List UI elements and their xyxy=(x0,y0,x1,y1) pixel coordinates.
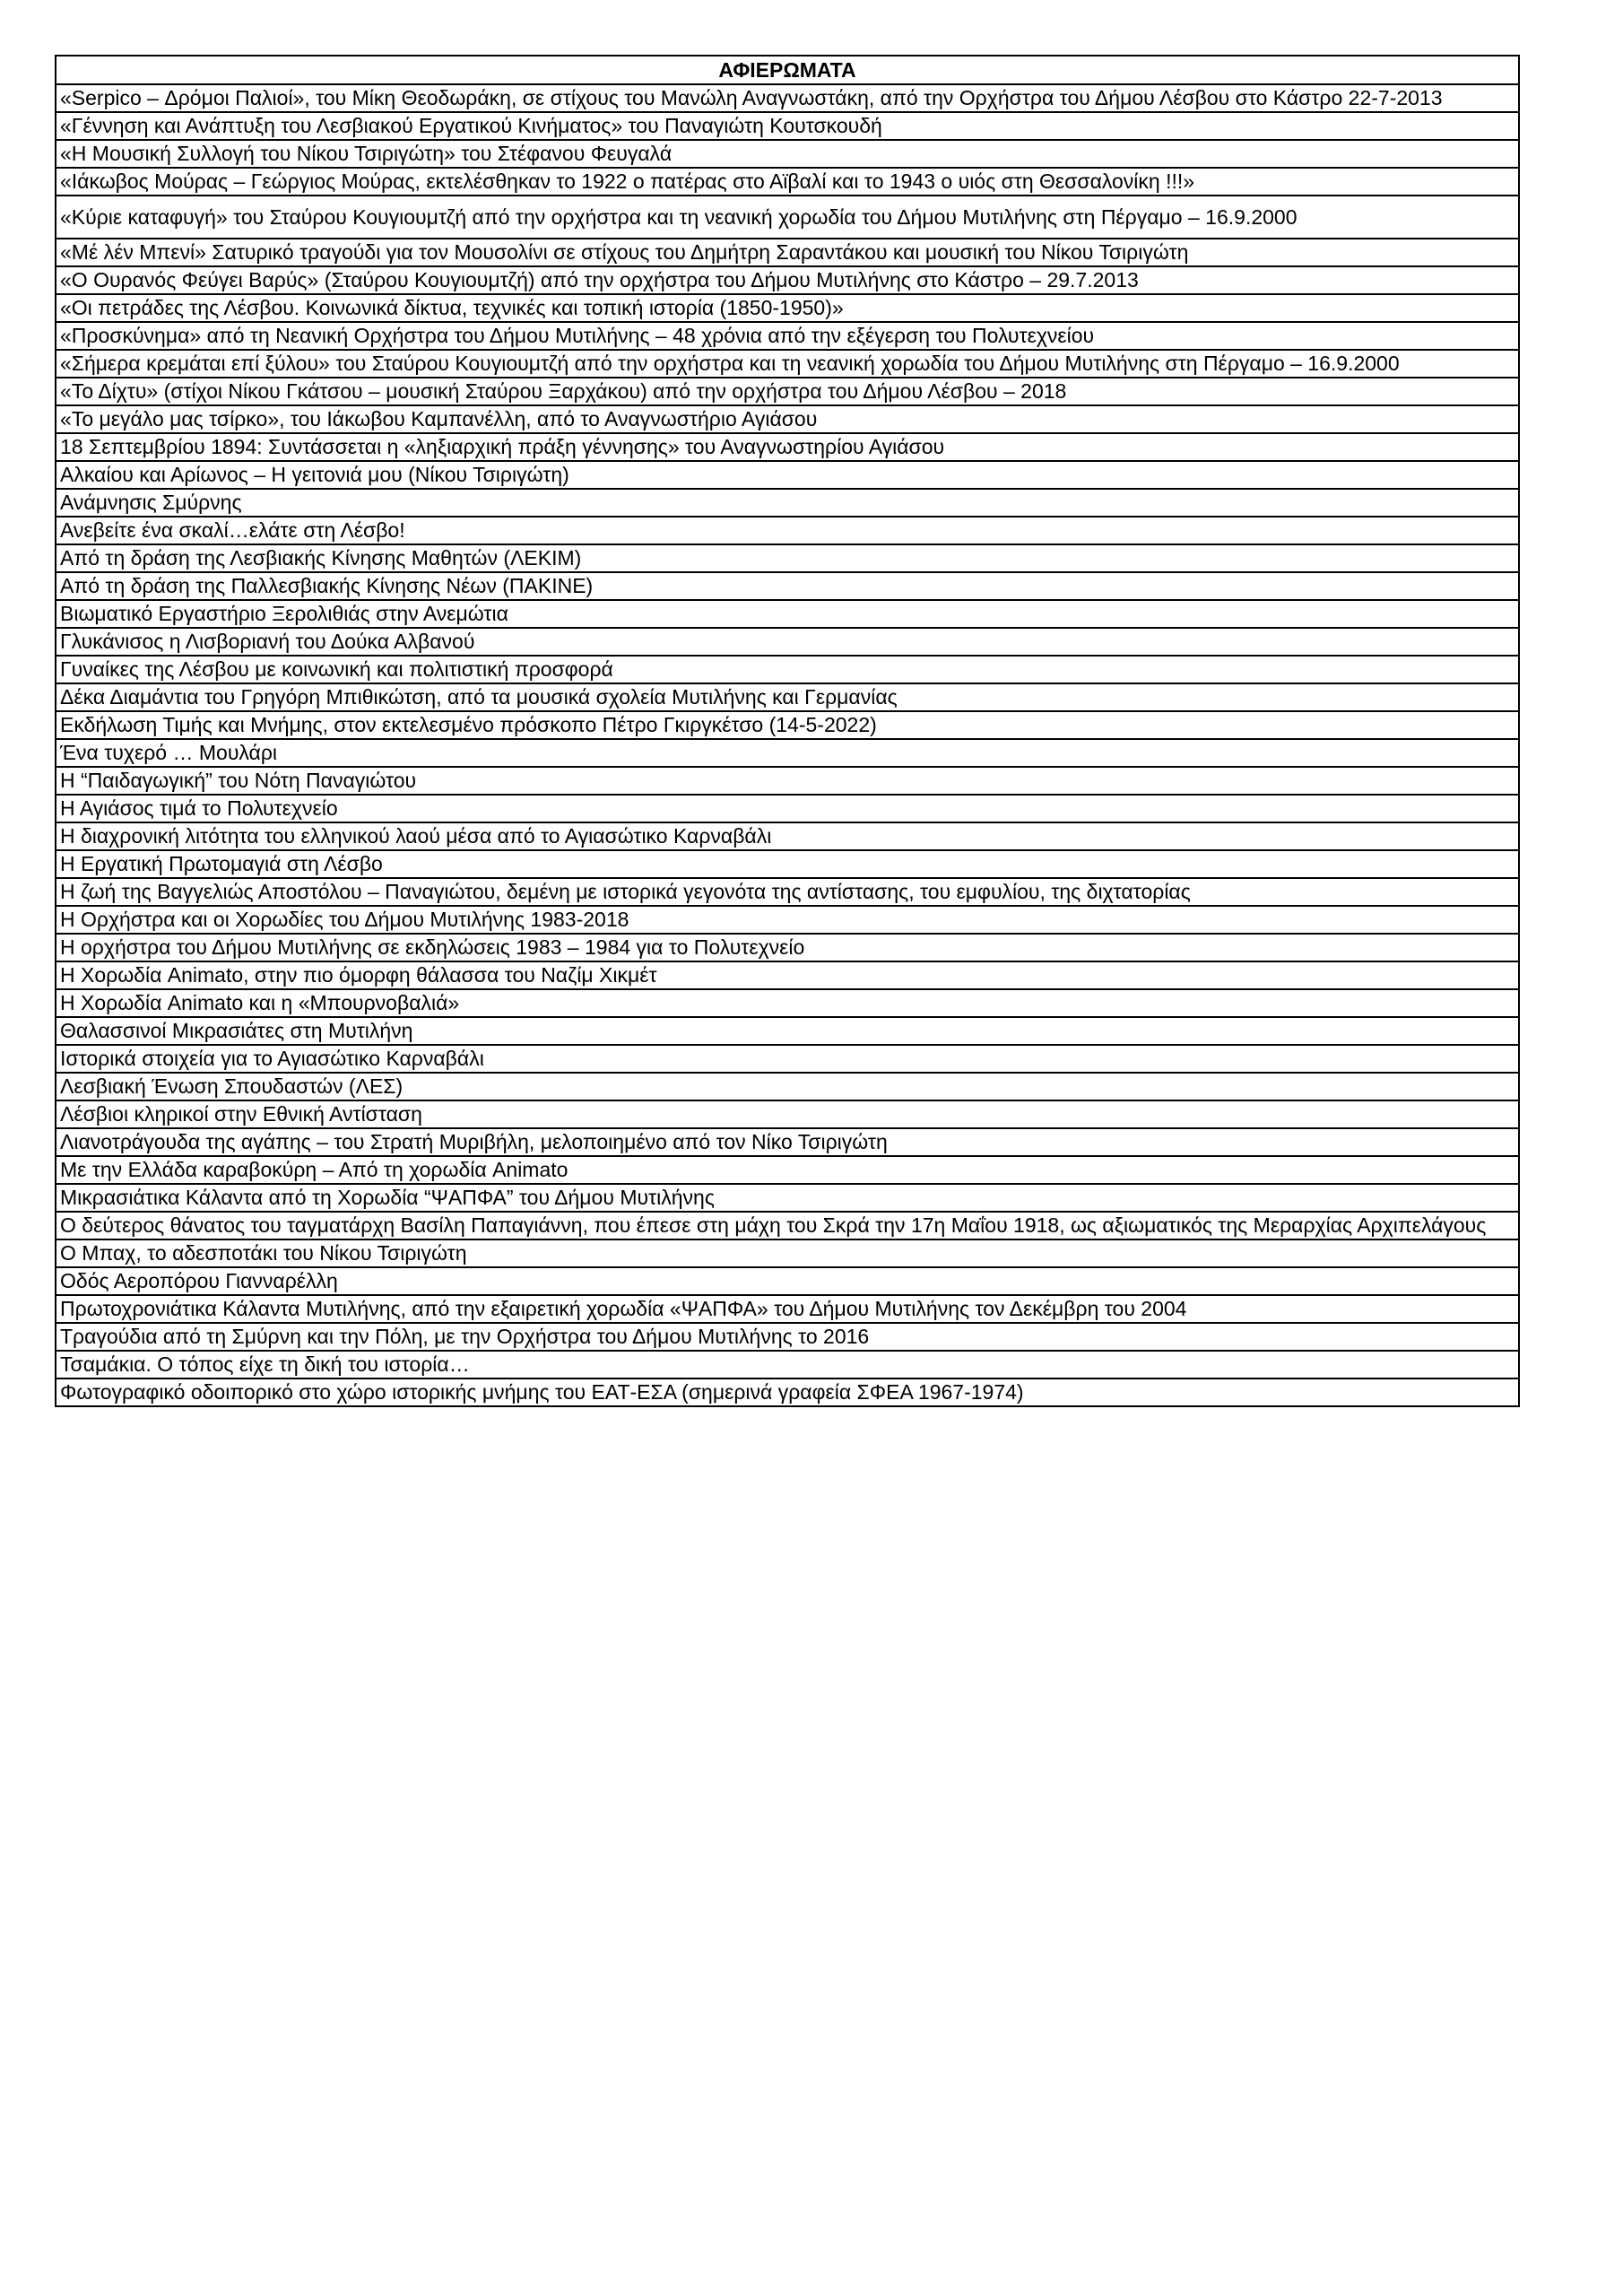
table-row xyxy=(56,239,1519,266)
table-row xyxy=(56,628,1519,656)
table-cell: Φωτογραφικό οδοιπορικό στο χώρο ιστορικής μνήμης του ΕΑΤ-ΕΣΑ (σημερινά γραφεία ΣΦΕΑ 1967-1974) xyxy=(56,1378,1519,1406)
table-row xyxy=(56,1351,1519,1378)
table-cell: Λεσβιακή Ένωση Σπουδαστών (ΛΕΣ) xyxy=(56,1073,1519,1100)
table-cell: Οδός Αεροπόρου Γιανναρέλλη xyxy=(56,1267,1519,1295)
table-header-row xyxy=(56,56,1519,84)
table-cell: Δέκα Διαμάντια του Γρηγόρη Μπιθικώτση, από τα μουσικά σχολεία Μυτιλήνης και Γερμανίας xyxy=(56,683,1519,711)
table-cell: Η “Παιδαγωγική” του Νότη Παναγιώτου xyxy=(56,767,1519,795)
table-cell: «Γέννηση και Ανάπτυξη του Λεσβιακού Εργατικού Κινήματος» του Παναγιώτη Κουτσκουδή xyxy=(56,112,1519,140)
table-row xyxy=(56,1045,1519,1073)
table-row xyxy=(56,572,1519,600)
table-row xyxy=(56,544,1519,572)
table-row xyxy=(56,989,1519,1017)
table-row xyxy=(56,433,1519,461)
table-cell: Λιανοτράγουδα της αγάπης – του Στρατή Μυριβήλη, μελοποιημένο από τον Νίκο Τσιριγώτη xyxy=(56,1128,1519,1156)
table-cell: Η ζωή της Βαγγελιώς Αποστόλου – Παναγιώτου, δεμένη με ιστορικά γεγονότα της αντίστασης, του εμφυλίου, της διχτατορίας xyxy=(56,878,1519,906)
table-row xyxy=(56,112,1519,140)
table-cell: Η ορχήστρα του Δήμου Μυτιλήνης σε εκδηλώσεις 1983 – 1984 για το Πολυτεχνείο xyxy=(56,934,1519,961)
table-row xyxy=(56,266,1519,294)
table-cell: Η Ορχήστρα και οι Χορωδίες του Δήμου Μυτιλήνης 1983-2018 xyxy=(56,906,1519,934)
table-row xyxy=(56,683,1519,711)
table-row xyxy=(56,1295,1519,1323)
table-row xyxy=(56,656,1519,683)
table-cell: «Ιάκωβος Μούρας – Γεώργιος Μούρας, εκτελέσθηκαν το 1922 ο πατέρας στο Αϊβαλί και το 1943 ο υιός στη Θεσσαλονίκη !!!» xyxy=(56,168,1519,196)
table-row xyxy=(56,1128,1519,1156)
table-cell: «Η Μουσική Συλλογή του Νίκου Τσιριγώτη» του Στέφανου Φευγαλά xyxy=(56,140,1519,168)
table-row xyxy=(56,1184,1519,1212)
table-cell: Με την Ελλάδα καραβοκύρη – Από τη χορωδία Animato xyxy=(56,1156,1519,1184)
table-row xyxy=(56,795,1519,822)
table-row xyxy=(56,1156,1519,1184)
table-row xyxy=(56,878,1519,906)
table-cell: Τραγούδια από τη Σμύρνη και την Πόλη, με την Ορχήστρα του Δήμου Μυτιλήνης το 2016 xyxy=(56,1323,1519,1351)
table-cell: Μικρασιάτικα Κάλαντα από τη Χορωδία “ΨΑΠΦΑ” του Δήμου Μυτιλήνης xyxy=(56,1184,1519,1212)
table-row xyxy=(56,1323,1519,1351)
table-row xyxy=(56,196,1519,239)
table-cell: Ανάμνησις Σμύρνης xyxy=(56,489,1519,517)
table-cell: Ο Μπαχ, το αδεσποτάκι του Νίκου Τσιριγώτη xyxy=(56,1239,1519,1267)
table-cell: Γλυκάνισος η Λισβοριανή του Δούκα Αλβανού xyxy=(56,628,1519,656)
table-cell: Η Αγιάσος τιμά το Πολυτεχνείο xyxy=(56,795,1519,822)
table-row xyxy=(56,294,1519,322)
table-row xyxy=(56,1073,1519,1100)
table-cell: Αλκαίου και Αρίωνος – Η γειτονιά μου (Νίκου Τσιριγώτη) xyxy=(56,461,1519,489)
table-cell: «Serpico – Δρόμοι Παλιοί», του Μίκη Θεοδωράκη, σε στίχους του Μανώλη Αναγνωστάκη, από την Ορχήστρα του Δήμου Λέσβου στο Κάστρο 22-7-2013 xyxy=(56,84,1519,112)
table-cell: Γυναίκες της Λέσβου με κοινωνική και πολιτιστική προσφορά xyxy=(56,656,1519,683)
table-row xyxy=(56,140,1519,168)
table-cell: «Το μεγάλο μας τσίρκο», του Ιάκωβου Καμπανέλλη, από το Αναγνωστήριο Αγιάσου xyxy=(56,405,1519,433)
table-row xyxy=(56,405,1519,433)
table-cell: Ένα τυχερό … Μουλάρι xyxy=(56,739,1519,767)
table-row xyxy=(56,1212,1519,1239)
table-row xyxy=(56,822,1519,850)
table-cell: Εκδήλωση Τιμής και Μνήμης, στον εκτελεσμένο πρόσκοπο Πέτρο Γκιργκέτσο (14-5-2022) xyxy=(56,711,1519,739)
table-row xyxy=(56,1100,1519,1128)
table-row xyxy=(56,906,1519,934)
table-heading: ΑΦΙΕΡΩΜΑΤΑ xyxy=(56,56,1519,84)
table-cell: Ιστορικά στοιχεία για το Αγιασώτικο Καρναβάλι xyxy=(56,1045,1519,1073)
table-row xyxy=(56,168,1519,196)
table-row xyxy=(56,350,1519,378)
table-cell: Η Χορωδία Animato και η «Μπουρνοβαλιά» xyxy=(56,989,1519,1017)
table-cell: Από τη δράση της Λεσβιακής Κίνησης Μαθητών (ΛΕΚΙΜ) xyxy=(56,544,1519,572)
table-row xyxy=(56,1267,1519,1295)
table-cell: Η διαχρονική λιτότητα του ελληνικού λαού μέσα από το Αγιασώτικο Καρναβάλι xyxy=(56,822,1519,850)
table-row xyxy=(56,84,1519,112)
table-cell: «Μέ λέν Μπενί» Σατυρικό τραγούδι για τον Μουσολίνι σε στίχους του Δημήτρη Σαραντάκου και μουσική του Νίκου Τσιριγώτη xyxy=(56,239,1519,266)
table-cell: «Σήμερα κρεμάται επί ξύλου» του Σταύρου Κουγιουμτζή από την ορχήστρα και τη νεανική χορωδία του Δήμου Μυτιλήνης στη Πέργαμο – 16.9.2000 xyxy=(56,350,1519,378)
table-cell: Θαλασσινοί Μικρασιάτες στη Μυτιλήνη xyxy=(56,1017,1519,1045)
table-row xyxy=(56,517,1519,544)
table-row xyxy=(56,850,1519,878)
table-cell: «Προσκύνημα» από τη Νεανική Ορχήστρα του Δήμου Μυτιλήνης – 48 χρόνια από την εξέγερση του Πολυτεχνείου xyxy=(56,322,1519,350)
table-row xyxy=(56,489,1519,517)
table-cell: «Οι πετράδες της Λέσβου. Κοινωνικά δίκτυα, τεχνικές και τοπική ιστορία (1850-1950)» xyxy=(56,294,1519,322)
table-cell: Ανεβείτε ένα σκαλί…ελάτε στη Λέσβο! xyxy=(56,517,1519,544)
table-row xyxy=(56,1378,1519,1406)
table-row xyxy=(56,767,1519,795)
table-cell: Τσαμάκια. Ο τόπος είχε τη δική του ιστορία… xyxy=(56,1351,1519,1378)
table-row xyxy=(56,711,1519,739)
table-cell: Λέσβιοι κληρικοί στην Εθνική Αντίσταση xyxy=(56,1100,1519,1128)
table-row xyxy=(56,934,1519,961)
dedications-sheet xyxy=(55,55,1520,1407)
table-cell: Από τη δράση της Παλλεσβιακής Κίνησης Νέων (ΠΑΚΙΝΕ) xyxy=(56,572,1519,600)
table-row xyxy=(56,322,1519,350)
table-row xyxy=(56,461,1519,489)
table-cell: Η Εργατική Πρωτομαγιά στη Λέσβο xyxy=(56,850,1519,878)
table-cell: «Ο Ουρανός Φεύγει Βαρύς» (Σταύρου Κουγιουμτζή) από την ορχήστρα του Δήμου Μυτιλήνης στο Κάστρο – 29.7.2013 xyxy=(56,266,1519,294)
table-cell: 18 Σεπτεμβρίου 1894: Συντάσσεται η «ληξιαρχική πράξη γέννησης» του Αναγνωστηρίου Αγιάσου xyxy=(56,433,1519,461)
table-cell: Βιωματικό Εργαστήριο Ξερολιθιάς στην Ανεμώτια xyxy=(56,600,1519,628)
dedications-table xyxy=(55,55,1520,1407)
table-row xyxy=(56,600,1519,628)
table-cell: Η Χορωδία Animato, στην πιο όμορφη θάλασσα του Ναζίμ Χικμέτ xyxy=(56,961,1519,989)
table-cell: Πρωτοχρονιάτικα Κάλαντα Μυτιλήνης, από την εξαιρετική χορωδία «ΨΑΠΦΑ» του Δήμου Μυτιλήνης τον Δεκέμβρη του 2004 xyxy=(56,1295,1519,1323)
table-row xyxy=(56,961,1519,989)
table-cell: «Κύριε καταφυγή» του Σταύρου Κουγιουμτζή από την ορχήστρα και τη νεανική χορωδία του Δήμου Μυτιλήνης στη Πέργαμο – 16.9.2000 xyxy=(56,196,1519,239)
table-cell: Ο δεύτερος θάνατος του ταγματάρχη Βασίλη Παπαγιάννη, που έπεσε στη μάχη του Σκρά την 17η Μαΐου 1918, ως αξιωματικός της Μεραρχίας Αρχιπελάγους xyxy=(56,1212,1519,1239)
table-row xyxy=(56,1239,1519,1267)
table-row xyxy=(56,739,1519,767)
table-row xyxy=(56,1017,1519,1045)
table-cell: «Το Δίχτυ» (στίχοι Νίκου Γκάτσου – μουσική Σταύρου Ξαρχάκου) από την ορχήστρα του Δήμου Λέσβου – 2018 xyxy=(56,378,1519,405)
table-row xyxy=(56,378,1519,405)
